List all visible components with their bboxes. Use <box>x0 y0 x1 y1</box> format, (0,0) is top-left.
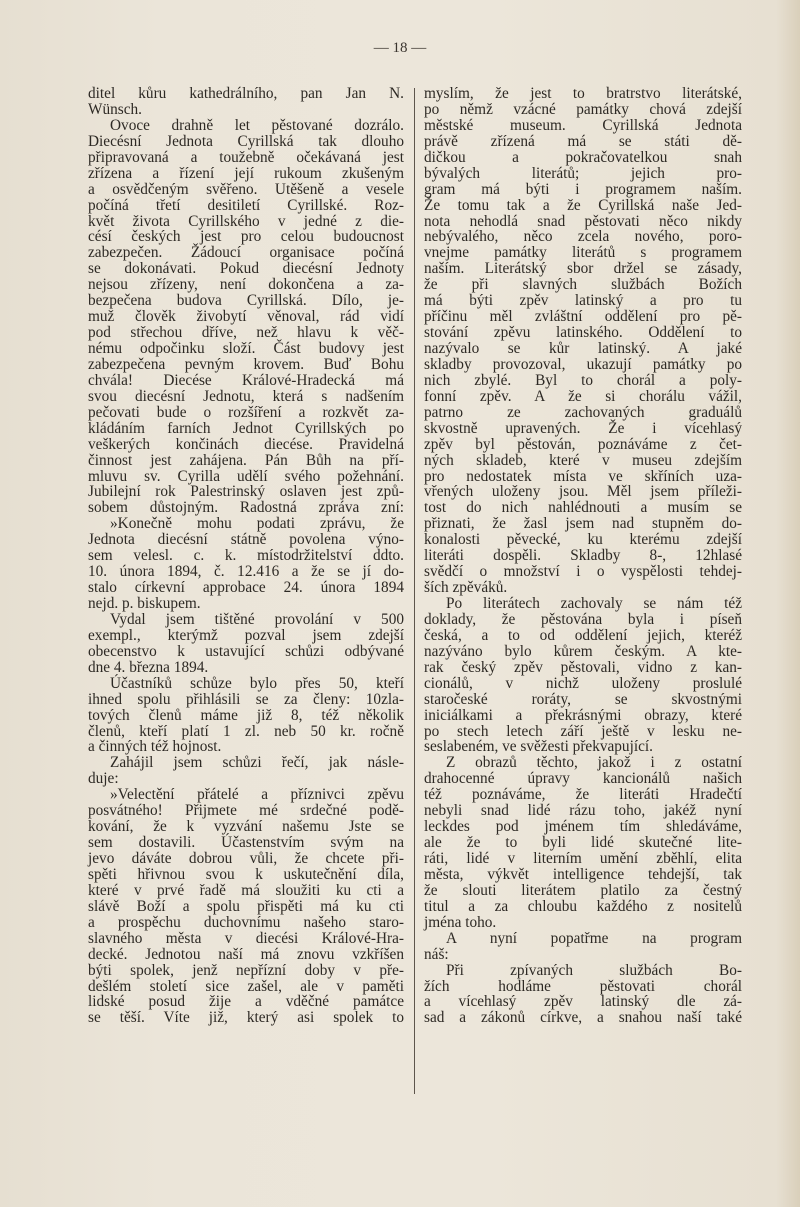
column-divider <box>414 88 415 1094</box>
text-line: města, výkvět intelligence tehdejší, tak <box>424 865 742 883</box>
text-line: mluvu sv. Cyrilla udělí svého požehnání. <box>88 467 404 485</box>
text-line: Při zpívaných službách Bo- <box>446 961 742 979</box>
text-line: obecenstvo k ustavující schůzi odbývané <box>88 642 404 660</box>
text-line: stalo církevní approbace 24. února 1894 <box>88 579 404 597</box>
text-line: literáti dospěli. Skladby 8-, 12hlasé <box>424 547 742 565</box>
text-line: Jednota diecésní státně povolena výno- <box>88 531 404 549</box>
text-line: slávě Boží a spolu přispěti má ku cti <box>88 897 404 915</box>
text-line: právě zřízená má se státi dě- <box>424 132 742 150</box>
text-line: ihned spolu přihlásili se za členy: 10zla- <box>88 690 404 708</box>
text-line: činnost jest zahájena. Pán Bůh na pří- <box>88 451 404 469</box>
text-line: zřízena a řízení její rukoum zkušeným <box>88 164 404 182</box>
text-line: ale že to byli lidé skutečné lite- <box>424 834 742 852</box>
text-line: pečovati bude o rozšíření a rozkvět za- <box>88 403 404 421</box>
text-line: a činných též hojnost. <box>88 738 222 756</box>
text-line: tost do nich nahlédnouti a musím se <box>424 499 742 517</box>
text-line: iniciálkami a překrásnými obrazy, které <box>424 706 742 724</box>
text-line: nému odpočinku složí. Část budovy jest <box>88 340 404 357</box>
text-line: skvostně upravených. Že i vícehlasý <box>424 419 742 437</box>
text-line: bývalých literátů; jejich pro- <box>424 164 742 182</box>
text-line: pro nedostatek místa ve skříních uza- <box>424 467 742 485</box>
text-line: dičkou a pokračovatelkou snah <box>424 148 742 166</box>
text-line: lidské posud žije a vděčné památce <box>88 993 404 1011</box>
text-line: ných skladeb, které v museu zdejším <box>424 451 742 469</box>
text-line: městské museum. Cyrillská Jednota <box>424 116 742 134</box>
text-line: žích hodláme pěstovati chorál <box>424 977 742 995</box>
text-line: Jubilejní rok Palestrinský oslaven jest způ- <box>88 483 404 501</box>
text-line: býti spolek, jenž nepřízní doby v pře- <box>88 961 404 979</box>
text-line: veškerých končinách diecése. Pravidelná <box>88 435 404 453</box>
text-line: slavného města v diecési Králové-Hra- <box>88 929 404 947</box>
text-line: ráti, lidé v literním umění zběhlí, elita <box>424 850 742 867</box>
text-line: nota nehodlá snad pěstovati něco nikdy <box>424 212 742 230</box>
text-line: muž člověk živobytí věnoval, rád vidí <box>88 308 404 326</box>
text-line: decké. Jednotou naší má znovu vzkříšen <box>88 945 404 963</box>
text-line: též poznáváme, že literáti Hradečtí <box>424 786 742 804</box>
text-line: A nyní popatřme na program <box>446 929 742 947</box>
text-line: duje: <box>88 770 119 788</box>
text-line: Po literátech zachovaly se nám též <box>446 595 742 612</box>
text-line: nich zbylé. Byl to chorál a poly- <box>424 371 742 389</box>
text-line: 10. února 1894, č. 12.416 a že se jí do- <box>88 563 404 581</box>
text-line: zabezpečena pevným krovem. Buď Bohu <box>88 355 404 373</box>
text-line: chvála! Diecése Králové-Hradecká má <box>88 371 404 389</box>
text-line: pod střechou dříve, než hlavu k věč- <box>88 324 404 342</box>
text-line: ších zpěváků. <box>424 579 508 597</box>
text-line: zabezpečen. Žádoucí organisace počíná <box>88 244 404 262</box>
text-line: posvátného! Přijmete mé srdečné podě- <box>88 802 404 820</box>
text-line: květ života Cyrillského v jedné z die- <box>88 212 404 230</box>
text-line: kování, že k vyzvání našemu Jste se <box>88 818 404 836</box>
text-line: náš: <box>424 945 449 963</box>
text-line: titul a za chloubu každého z nositelů <box>424 897 742 915</box>
text-line: bezpečena budova Cyrillská. Dílo, je- <box>88 292 404 310</box>
text-line: členů, kteří platí 1 zl. neb 50 kr. ročně <box>88 722 404 740</box>
text-line: rak český zpěv pěstovali, vidno z kan- <box>424 658 742 676</box>
text-line: tových členů máme již 8, též několik <box>88 706 404 724</box>
text-line: Vydal jsem tištěné provolání v 500 <box>110 610 404 628</box>
text-line: Zahájil jsem schůzi řečí, jak násle- <box>110 754 404 772</box>
text-line: se těší. Víte již, který asi spolek to <box>88 1009 404 1027</box>
text-line: ditel kůru kathedrálního, pan Jan N. <box>88 85 404 102</box>
text-line: stování zpěvu latinského. Oddělení to <box>424 324 742 342</box>
text-line: vřených uloženy jsou. Měl jsem příleži- <box>424 483 742 501</box>
text-line: nebývalého, něco zcela nového, poro- <box>424 228 742 246</box>
text-line: seslabeném, ve svěžesti překvapující. <box>424 738 653 756</box>
text-line: myslím, že jest to bratrstvo literátské, <box>424 85 742 102</box>
text-line: Diecésní Jednota Cyrillská tak dlouho <box>88 132 404 150</box>
text-line: sobem důstojným. Radostná zpráva zní: <box>88 499 404 517</box>
text-line: doklady, že pěstována byla i píseň <box>424 610 742 628</box>
text-line: a osvědčeným svěřeno. Utěšeně a vesele <box>88 180 404 198</box>
text-line: které v prvé řadě má sloužiti ku cti a <box>88 881 404 899</box>
text-line: nazývalo se kůr latinský. A jaké <box>424 340 742 357</box>
text-line: a prospěchu duchovnímu našeho staro- <box>88 913 404 931</box>
text-line: přiznati, že žasl jsem nad stupněm do- <box>424 515 742 533</box>
text-line: nejd. p. biskupem. <box>88 595 201 612</box>
text-line: jevo dáváte dobrou vůli, že chcete při- <box>88 850 404 867</box>
text-line: leckdes pod jménem tím shledáváme, <box>424 818 742 836</box>
text-line: staročeské roráty, se skvostnými <box>424 690 742 708</box>
text-line: po němž vzácné památky chová zdejší <box>424 100 742 118</box>
text-line: césí českých jest pro celou budoucnost <box>88 228 404 246</box>
right-column <box>424 86 742 1026</box>
text-line: dešlém století sice zašel, ale v paměti <box>88 977 404 995</box>
text-line: dne 4. března 1894. <box>88 658 209 676</box>
text-line: sem velesl. c. k. místodržitelství ddto. <box>88 547 404 565</box>
text-line: se dokonávati. Pokud diecésní Jednoty <box>88 260 404 278</box>
text-line: že slouti literátem platilo za čestný <box>424 881 742 899</box>
text-line: Ovoce drahně let pěstované dozrálo. <box>110 116 404 134</box>
text-line: svou diecésní Jednotu, která s nadšením <box>88 387 404 405</box>
text-line: Z obrazů těchto, jakož i z ostatní <box>446 754 742 772</box>
left-column <box>88 86 404 1026</box>
text-line: jména toho. <box>424 913 497 931</box>
text-line: exempl., kterýmž pozval jsem zdejší <box>88 626 404 644</box>
text-line: sem dostavili. Účastenstvím svým na <box>88 834 404 852</box>
text-line: Wünsch. <box>88 100 142 118</box>
text-line: a vícehlasý zpěv latinský dle zá- <box>424 993 742 1011</box>
text-line: skladby provozoval, ukazují památky po <box>424 355 742 373</box>
text-line: má býti zpěv latinský a pro tu <box>424 292 742 310</box>
text-line: počíná třetí desitiletí Cyrillské. Roz- <box>88 196 404 214</box>
text-line: gram má býti i programem naším. <box>424 180 742 198</box>
text-line: svědčí o množství i o vyspělosti tehdej- <box>424 563 742 581</box>
text-line: Účastníků schůze bylo přes 50, kteří <box>110 674 404 692</box>
text-line: česká, a to od oddělení jejich, kteréž <box>424 626 742 644</box>
text-line: sad a zákonů církve, a snahou naší také <box>424 1009 742 1027</box>
text-line: »Konečně mohu podati zprávu, že <box>110 515 404 533</box>
text-line: naším. Literátský sbor držel se zásady, <box>424 260 742 278</box>
text-line: vnejme památky literátů s programem <box>424 244 742 262</box>
text-line: cionálů, v nichž uloženy proslulé <box>424 674 742 692</box>
text-line: že při slavných službách Božích <box>424 276 742 294</box>
text-line: fonní zpěv. A že si chorálu vážil, <box>424 387 742 405</box>
text-line: drahocenné úpravy kancionálů našich <box>424 770 742 788</box>
text-line: zpěv byl pěstován, poznáváme z čet- <box>424 435 742 453</box>
text-line: příčinu měl zvláštní oddělení pro pě- <box>424 308 742 326</box>
text-line: připravovaná a toužebně očekávaná jest <box>88 148 404 166</box>
text-line: patrno ze zachovaných graduálů <box>424 403 742 421</box>
text-line: nebyli snad lidé rázu toho, jakéž nyní <box>424 802 742 820</box>
text-line: »Velectění přátelé a příznivci zpěvu <box>110 786 404 804</box>
text-line: Že tomu tak a že Cyrillská naše Jed- <box>424 196 742 214</box>
text-line: po stech letech září ještě v lesku ne- <box>424 722 742 740</box>
text-line: kládáním farních Jednot Cyrillských po <box>88 419 404 437</box>
text-line: nejsou zřízeny, není dokončena a za- <box>88 276 404 294</box>
text-line: spěti hřivnou svou k uskutečnění díla, <box>88 865 404 883</box>
page-number: — 18 — <box>373 40 427 56</box>
text-line: konalosti pěvecké, ku kterému zdejší <box>424 531 742 549</box>
text-line: nazýváno bylo kůrem českým. A kte- <box>424 642 742 660</box>
